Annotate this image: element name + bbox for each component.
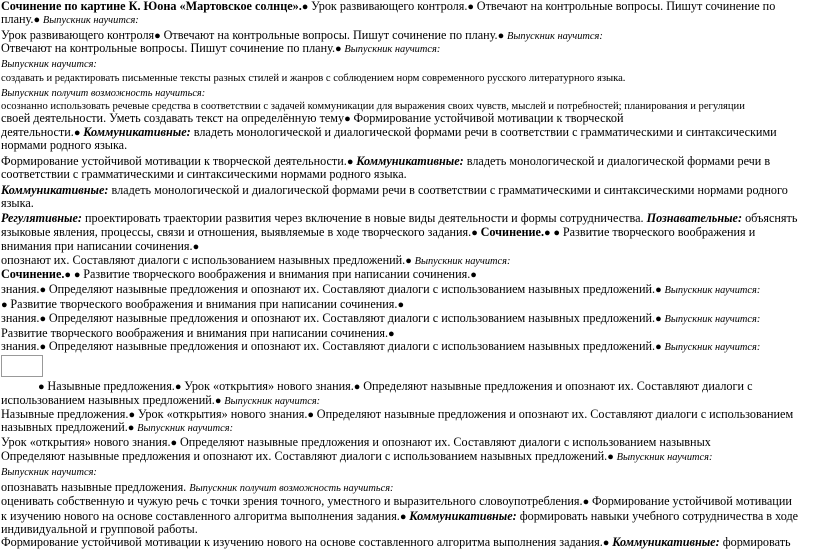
text-segment: Формирование устойчивой мотивации к творческой <box>353 111 624 125</box>
text-segment: Сочинение. <box>1 267 65 281</box>
bullet-icon: ● <box>467 1 477 13</box>
text-segment: Выпускник научится: <box>224 396 321 407</box>
text-line <box>1 86 816 100</box>
text-line <box>1 481 816 495</box>
bullet-icon: ● <box>655 341 665 353</box>
text-line <box>1 13 816 27</box>
text-segment: оценивать собственную и чужую речь с точки зрения точного, уместного и выразительного словоупотребления. <box>1 494 583 508</box>
bullet-icon: ● <box>154 30 164 42</box>
bullet-icon: ● <box>127 422 138 434</box>
bullet-icon: ● <box>655 313 665 325</box>
text-line <box>1 197 816 210</box>
text-segment: проектировать траектории развития через включение в новые виды деятельности и формы сотрудничества. <box>81 211 647 225</box>
text-segment: Выпускник научится: <box>137 423 234 434</box>
text-line <box>1 112 816 126</box>
text-segment: Выпускник научится: <box>664 314 761 325</box>
text-segment: Познавательные: <box>646 211 743 225</box>
embedded-image-frame <box>1 355 43 377</box>
text-segment: Выпускник получит возможность научиться: <box>189 483 394 494</box>
bullet-icon: ● <box>471 227 481 239</box>
bullet-icon: ● <box>174 381 185 393</box>
text-segment: Сочинение по картине К. Юона «Мартовское солнце». <box>1 0 302 13</box>
bullet-icon: ● <box>399 511 410 523</box>
text-line <box>1 340 816 354</box>
text-segment: своей деятельности. Уметь создавать текст на определённую тему <box>1 111 345 125</box>
bullet-icon: ● <box>405 255 415 267</box>
text-segment: Коммуникативные: <box>1 183 109 197</box>
text-segment: внимания при написании сочинения. <box>1 239 193 253</box>
text-segment: Отвечают на контрольные вопросы. Пишут сочинение по плану. <box>163 28 498 42</box>
bullet-icon: ● <box>301 1 312 13</box>
text-segment: Отвечают на контрольные вопросы. Пишут сочинение по плану. <box>1 41 336 55</box>
text-line <box>1 394 816 408</box>
bullet-icon: ● <box>33 14 43 26</box>
text-segment: Назывные предложения. <box>1 407 129 421</box>
bullet-icon: ● <box>497 30 507 42</box>
text-line <box>1 57 816 71</box>
bullet-icon: ● <box>388 328 395 340</box>
text-segment: языковые явления, процессы, связи и отношения, выявляемые в ходе творческого задания. <box>1 225 472 239</box>
text-line <box>1 184 816 197</box>
text-line <box>1 0 816 14</box>
text-line <box>1 240 816 254</box>
text-segment: владеть монологической и диалогической формами речи в соответствии с грамматическими и синтаксическими <box>190 125 777 139</box>
text-segment: Выпускник научится: <box>42 15 139 26</box>
text-segment: Развитие творческого воображения и <box>562 225 756 239</box>
text-segment: назывных предложений. <box>1 420 128 434</box>
text-segment: Определяют назывные предложения и опознают их. Составляют диалоги с использованием назывных предложений. <box>48 311 656 325</box>
bullet-icon: ● <box>607 451 617 463</box>
bullet-icon: ● <box>214 395 225 407</box>
text-line <box>1 212 816 225</box>
text-segment: Развитие творческого воображения и внимания при написании сочинения. <box>1 326 389 340</box>
text-segment: Назывные предложения. <box>47 379 175 393</box>
text-segment: Выпускник получит возможность научиться: <box>1 88 206 99</box>
text-segment: Выпускник научится: <box>1 59 97 70</box>
text-segment: Урок «открытия» нового знания. <box>1 435 171 449</box>
text-segment: Определяют назывные предложения и опознают их. Составляют диалоги с использованием назывных предложений. <box>48 282 656 296</box>
text-segment: владеть монологической и диалогической формами речи в соответствии с грамматическими и синтаксическими нормами родного <box>108 183 788 197</box>
text-segment: объяснять <box>742 211 798 225</box>
bullet-icon: ● ● <box>544 227 563 239</box>
bullet-icon: ● <box>39 284 49 296</box>
text-segment: Урок «открытия» нового знания. <box>184 379 354 393</box>
bullet-icon: ● <box>192 241 200 253</box>
text-line <box>1 465 816 479</box>
text-segment: Урок развивающего контроля <box>1 28 155 42</box>
text-segment: деятельности. <box>1 125 74 139</box>
bullet-icon: ● <box>470 269 477 281</box>
text-segment: Выпускник научится: <box>616 452 713 463</box>
bullet-icon: ● <box>346 156 357 168</box>
text-segment: опознают их. Составляют диалоги с использованием назывных предложений. <box>1 253 406 267</box>
bullet-icon: ● <box>39 341 49 353</box>
text-segment: соответствии с грамматическими и синтаксическими нормами родного языка. <box>1 167 407 181</box>
text-segment: индивидуальной и групповой работы. <box>1 522 198 536</box>
text-line <box>1 495 816 509</box>
bullet-icon: ● <box>602 537 613 549</box>
text-segment: Сочинение. <box>480 225 545 239</box>
bullet-icon: ● <box>38 381 48 393</box>
text-segment: владеть монологической и диалогической формами речи в <box>463 154 771 168</box>
text-segment: плану. <box>1 12 34 26</box>
bullet-icon: ● <box>39 313 49 325</box>
text-segment: Определяют назывные предложения и опознают их. Составляют диалоги с использованием назывных <box>179 435 711 449</box>
text-segment: создавать и редактировать письменные тексты разных стилей и жанров с соблюдением норм современного русского литературного языка. <box>1 73 626 84</box>
text-segment: Формирование устойчивой мотивации <box>591 494 792 508</box>
text-segment: к изучению нового на основе составленного алгоритма выполнения задания. <box>1 509 400 523</box>
text-segment: Определяют назывные предложения и опознают их. Составляют диалоги с использованием <box>316 407 794 421</box>
text-segment: Определяют назывные предложения и опознают их. Составляют диалоги с использованием назывных предложений. <box>48 339 656 353</box>
bullet-icon: ● <box>128 409 138 421</box>
text-line <box>1 254 816 268</box>
text-segment: Коммуникативные: <box>612 535 720 549</box>
text-segment: Коммуникативные: <box>409 509 517 523</box>
text-line <box>1 226 816 240</box>
bullet-icon: ● <box>73 127 84 139</box>
text-segment: Формирование устойчивой мотивации к творческой деятельности. <box>1 154 347 168</box>
text-segment: знания. <box>1 339 40 353</box>
text-segment: Определяют назывные предложения и опознают их. Составляют диалоги с использованием назывных предложений. <box>1 449 608 463</box>
text-segment: формировать навыки учебного сотрудничества в ходе <box>516 509 799 523</box>
text-segment: Коммуникативные: <box>83 125 191 139</box>
bullet-icon: ● <box>170 437 180 449</box>
text-segment: формировать <box>719 535 791 549</box>
text-line <box>1 436 816 450</box>
text-segment: языка. <box>1 196 34 210</box>
text-line <box>1 421 816 435</box>
text-segment: знания. <box>1 311 40 325</box>
text-segment: Развитие творческого воображения и внимания при написании сочинения. <box>83 267 471 281</box>
text-segment: Развитие творческого воображения и внимания при написании сочинения. <box>10 297 398 311</box>
text-segment: опознавать назывные предложения. <box>1 480 190 494</box>
bullet-icon: ● <box>335 43 345 55</box>
text-segment: Урок «открытия» нового знания. <box>137 407 308 421</box>
text-segment: Регулятивные: <box>1 211 82 225</box>
text-segment: Выпускник научится: <box>664 285 761 296</box>
text-segment: использованием назывных предложений. <box>1 393 215 407</box>
text-line <box>1 42 816 56</box>
text-line <box>1 450 816 464</box>
bullet-icon: ● ● <box>64 269 84 281</box>
text-segment: Урок развивающего контроля. <box>311 0 468 13</box>
text-line <box>1 536 816 550</box>
bullet-icon: ● <box>655 284 665 296</box>
text-segment: знания. <box>1 282 40 296</box>
text-segment: нормами родного языка. <box>1 138 128 152</box>
text-segment: Выпускник научится: <box>344 44 441 55</box>
text-segment: Выпускник научится: <box>414 256 511 267</box>
text-line <box>1 268 816 282</box>
text-segment: Выпускник научится: <box>1 467 97 478</box>
bullet-icon: ● <box>397 299 405 311</box>
bullet-icon: ● <box>307 409 317 421</box>
text-line <box>1 168 816 181</box>
text-line <box>1 312 816 326</box>
text-segment: Выпускник научится: <box>664 342 761 353</box>
text-segment: Коммуникативные: <box>356 154 464 168</box>
text-segment: Выпускник научится: <box>506 31 603 42</box>
text-segment: Определяют назывные предложения и опознают их. Составляют диалоги с <box>363 379 753 393</box>
bullet-icon: ● <box>344 113 354 125</box>
text-line <box>1 283 816 297</box>
text-line <box>1 298 816 312</box>
text-line <box>38 380 816 394</box>
text-segment: Формирование устойчивой мотивации к изучению нового на основе составленного алгоритма выполнения задания. <box>1 535 603 549</box>
text-line <box>1 71 816 85</box>
bullet-icon: ● <box>582 496 592 508</box>
text-line <box>1 139 816 152</box>
bullet-icon: ● <box>1 299 11 311</box>
text-segment: Отвечают на контрольные вопросы. Пишут сочинение по <box>476 0 776 13</box>
text-segment: осознанно использовать речевые средства в соответствии с задачей коммуникации для выражения своих чувств, мыслей и потребностей; планирования и регуляции <box>1 101 745 112</box>
bullet-icon: ● <box>353 381 364 393</box>
